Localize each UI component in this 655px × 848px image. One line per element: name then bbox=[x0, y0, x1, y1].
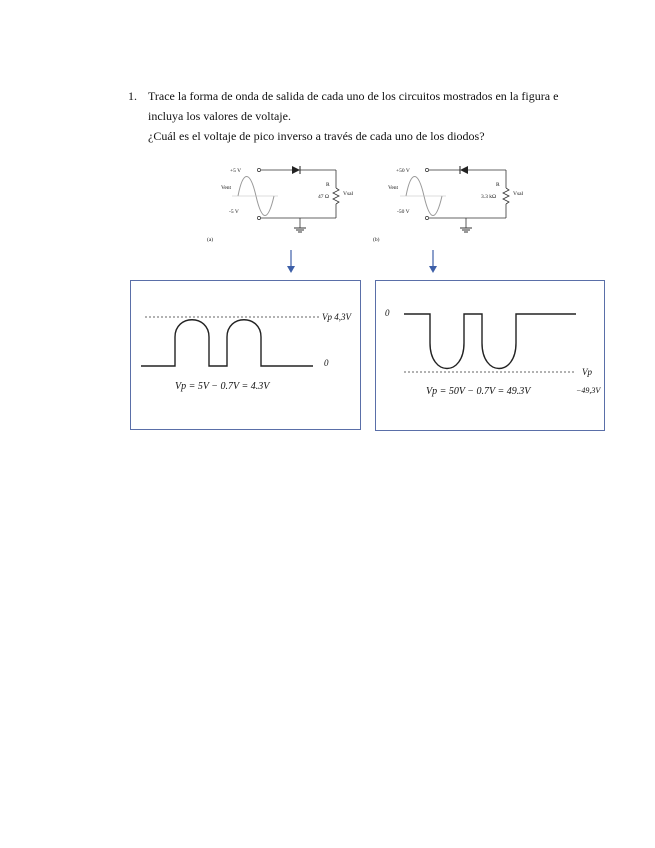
answer-box-a bbox=[130, 280, 361, 430]
circuit-a-vin: Vent bbox=[221, 185, 232, 191]
circuit-b-caption: (b) bbox=[373, 237, 380, 243]
circuit-b-r-value: 3.3 kΩ bbox=[481, 194, 497, 200]
arrow-down-icon bbox=[286, 250, 296, 274]
circuit-b-vmax: +50 V bbox=[396, 168, 410, 174]
circuit-b-vout: Vsal bbox=[513, 191, 524, 197]
answer-a-zero-label: 0 bbox=[324, 358, 329, 368]
circuit-b-r-label: R bbox=[496, 182, 500, 188]
circuit-a-vmax: +5 V bbox=[230, 168, 242, 174]
question-line-1: Trace la forma de onda de salida de cada uno de los circuitos mostrados en la figura e bbox=[148, 89, 559, 103]
answer-b-zero-label: 0 bbox=[385, 308, 390, 318]
answer-a-equation: Vp = 5V − 0.7V = 4.3V bbox=[175, 381, 270, 392]
answer-box-b bbox=[375, 280, 605, 431]
circuit-a-caption: (a) bbox=[207, 237, 214, 243]
arrow-down-icon bbox=[428, 250, 438, 274]
answer-b-peak-label: Vp bbox=[582, 367, 592, 377]
waveform-b bbox=[376, 281, 604, 430]
circuit-a-vmin: -5 V bbox=[229, 209, 239, 215]
circuit-a-vout: Vsal bbox=[343, 191, 354, 197]
circuit-b-vmin: -50 V bbox=[397, 209, 410, 215]
question-line-3: ¿Cuál es el voltaje de pico inverso a través de cada uno de los diodos? bbox=[148, 129, 485, 143]
question-line-2: incluya los valores de voltaje. bbox=[148, 109, 291, 123]
waveform-a bbox=[131, 281, 360, 429]
circuit-b-vin: Vent bbox=[388, 185, 399, 191]
answer-b-neg-label: −49,3V bbox=[576, 386, 601, 395]
answer-b-equation: Vp = 50V − 0.7V = 49.3V bbox=[426, 386, 531, 397]
circuit-a-r-value: 47 Ω bbox=[318, 194, 329, 200]
answer-a-peak-label: Vp 4,3V bbox=[322, 312, 351, 322]
circuit-a-r-label: R bbox=[326, 182, 330, 188]
question-number: 1. bbox=[128, 89, 137, 103]
